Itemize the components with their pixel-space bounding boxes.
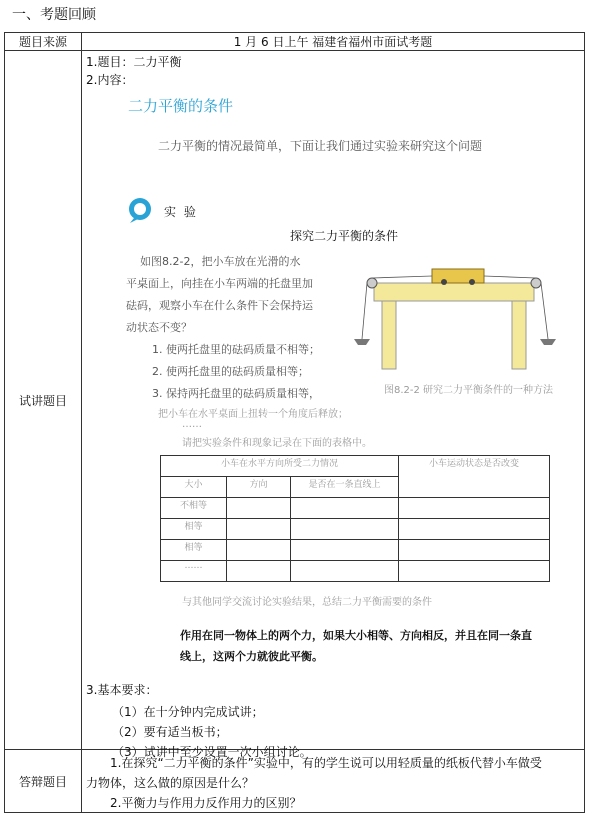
- step-2: 2. 使两托盘里的砝码质量相等；: [152, 365, 309, 378]
- para-line-2: 平桌面上，向挂在小车两端的托盘里加: [126, 277, 313, 290]
- requirements-title: 3.基本要求：: [86, 683, 158, 697]
- conclusion-line-1: 作用在同一物体上的两个力，如果大小相等、方向相反，并且在同一条直: [180, 629, 532, 642]
- lecture-label: 试讲题目: [5, 51, 82, 750]
- table-group-header: 小车在水平方向所受二力情况: [161, 456, 399, 477]
- book-dots: ……: [182, 419, 202, 430]
- conclusion-line-2: 线上，这两个力就彼此平衡。: [180, 650, 323, 663]
- table-size-header: 大小: [161, 477, 227, 498]
- source-value: 1 月 6 日上午 福建省福州市面试考题: [82, 33, 585, 51]
- source-label: 题目来源: [5, 33, 82, 51]
- table-direction-header: 方向: [227, 477, 291, 498]
- cart-on-table-figure: [352, 251, 558, 371]
- table-row: [161, 561, 550, 582]
- table-row: [161, 519, 550, 540]
- figure-caption: 图8.2-2 研究二力平衡条件的一种方法: [384, 385, 554, 396]
- para-line-4: 动状态不变？: [126, 321, 192, 334]
- table-cell: 相等: [161, 519, 227, 540]
- requirement-2: （2）要有适当板书；: [112, 725, 228, 739]
- experiment-label: 实 验: [164, 205, 198, 219]
- table-row: [161, 498, 550, 519]
- lecture-row: [5, 51, 585, 750]
- defense-label: 答辩题目: [5, 750, 82, 813]
- book-intro: 二力平衡的情况最简单，下面让我们通过实验来研究这个问题: [158, 139, 483, 153]
- content-label: 2.内容：: [86, 73, 134, 87]
- section-heading: 一、考题回顾: [12, 7, 96, 23]
- record-instruction: 请把实验条件和现象记录在下面的表格中。: [182, 438, 372, 449]
- table-cell: 不相等: [161, 498, 227, 519]
- book-section-title: 二力平衡的条件: [128, 97, 234, 115]
- defense-content: [82, 750, 584, 812]
- table-state-header: 小车运动状态是否改变: [399, 456, 550, 498]
- table-line-header: 是否在一条直线上: [291, 477, 399, 498]
- step-3-continued: 把小车在水平桌面上扭转一个角度后释放；: [158, 409, 348, 420]
- step-1: 1. 使两托盘里的砝码质量不相等；: [152, 343, 320, 356]
- defense-row: [5, 750, 585, 813]
- experiment-title: 探究二力平衡的条件: [290, 229, 399, 243]
- para-line-1: 如图8.2-2，把小车放在光滑的水: [140, 255, 301, 268]
- lecture-content: [82, 51, 584, 759]
- para-line-3: 砝码，观察小车在什么条件下会保持运: [126, 299, 313, 312]
- question-1-line-2: 力物体，这么做的原因是什么？: [86, 776, 255, 790]
- table-cell: 相等: [161, 540, 227, 561]
- source-row: [5, 33, 585, 51]
- requirement-1: （1）在十分钟内完成试讲；: [112, 705, 264, 719]
- question-2: 2.平衡力与作用力反作用力的区别？: [110, 796, 302, 810]
- question-1-line-1: 1.在探究“二力平衡的条件”实验中，有的学生说可以用轻质量的纸板代替小车做受: [110, 756, 542, 770]
- requirement-3: （3）试讲中至少设置一次小组讨论。: [112, 745, 312, 759]
- exam-table: [4, 32, 585, 813]
- table-row: [161, 540, 550, 561]
- experiment-bubble-icon: [126, 196, 154, 224]
- topic-line: 1.题目：二力平衡: [86, 55, 182, 69]
- step-3: 3. 保持两托盘里的砝码质量相等，: [152, 387, 320, 400]
- discuss-line: 与其他同学交流讨论实验结果，总结二力平衡需要的条件: [182, 597, 432, 608]
- record-table: [160, 455, 550, 582]
- table-cell: ……: [161, 561, 227, 582]
